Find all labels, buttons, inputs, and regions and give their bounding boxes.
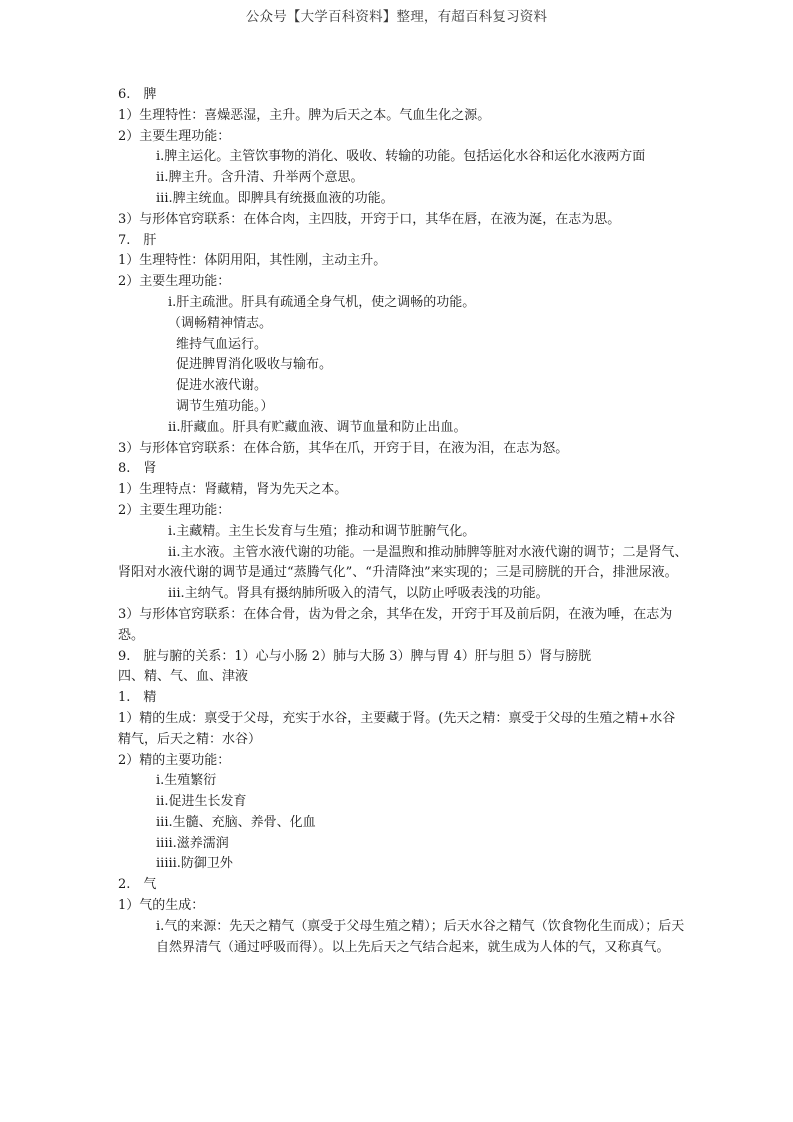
spleen-body-connections: 3）与形体官窍联系：在体合肉，主四肢，开窍于口，其华在唇，在液为涎，在志为思。 [118,211,621,227]
liver-functions-heading: 2）主要生理功能： [118,274,231,290]
page-header: 公众号【大学百科资料】整理，有超百科复习资料 [245,9,548,25]
spleen-physiological-traits: 1）生理特性：喜燥恶湿，主升。脾为后天之本。气血生化之源。 [118,107,491,123]
liver-sub-item: 调节生殖功能。） [176,398,274,414]
essence-function-item: iii.生髓、充脑、养骨、化血 [156,814,316,830]
essence-function-item: iiii.滋养濡润 [156,835,229,851]
chapter-heading: 四、精、气、血、津液 [118,669,249,685]
section-heading-qi: 2. 气 [118,877,157,893]
section-heading-essence: 1. 精 [118,690,157,706]
essence-functions-heading: 2）精的主要功能： [118,752,231,768]
kidney-function-item: iii.主纳气。肾具有摄纳肺所吸入的清气，以防止呼吸表浅的功能。 [168,586,549,602]
zang-fu-relationship: 9. 脏与腑的关系：1）心与小肠 2）肺与大肠 3）脾与胃 4）肝与胆 5）肾与膀胱 [118,648,592,664]
kidney-function-item: i.主藏精。主生长发育与生殖；推动和调节脏腑气化。 [168,523,476,539]
liver-body-connections: 3）与形体官窍联系：在体合筋，其华在爪，开窍于目，在液为泪，在志为怒。 [118,440,569,456]
liver-sub-item: 维持气血运行。 [176,336,268,352]
qi-source-item: i.气的来源：先天之精气（禀受于父母生殖之精）；后天水谷之精气（饮食物化生而成）；后天自然界清气（通过呼吸而得）。以上先后天之气结合起来，就生成为人体的气，又称真气。 [156,918,685,955]
kidney-functions-heading: 2）主要生理功能： [118,502,231,518]
qi-generation-heading: 1）气的生成： [118,898,205,914]
essence-function-item: i.生殖繁衍 [156,773,217,789]
essence-generation: 1）精的生成：禀受于父母，充实于水谷，主要藏于肾。(先天之精：禀受于父母的生殖之精+水谷精气，后天之精：水谷） [118,710,676,747]
liver-physiological-traits: 1）生理特性：体阴用阳，其性刚，主动主升。 [118,253,387,269]
liver-sub-item: 促进水液代谢。 [176,378,268,394]
section-heading-liver: 7. 肝 [118,232,157,248]
spleen-function-item: iii.脾主统血。即脾具有统摄血液的功能。 [156,190,394,206]
liver-function-item: i.肝主疏泄。肝具有疏通全身气机，使之调畅的功能。 [168,294,476,310]
section-heading-kidney: 8. 肾 [118,461,157,477]
section-heading-spleen: 6. 脾 [118,87,157,102]
kidney-function-item: ii.主水液。主管水液代谢的功能。一是温煦和推动肺脾等脏对水液代谢的调节；二是肾气、肾阳对水液代谢的调节是通过“蒸腾气化”、“升清降浊”来实现的；三是司膀胱的开合，排泄尿液。 [118,544,688,581]
kidney-physiological-traits: 1）生理特点：肾藏精，肾为先天之本。 [118,482,348,498]
essence-function-item: iiiii.防御卫外 [156,856,233,872]
liver-sub-item: （调畅精神情志。 [168,315,273,331]
liver-sub-item: 促进脾胃消化吸收与输布。 [176,357,333,373]
kidney-body-connections: 3）与形体官窍联系：在体合骨，齿为骨之余，其华在发，开窍于耳及前后阴，在液为唾，在志为恐。 [118,606,673,643]
spleen-functions-heading: 2）主要生理功能： [118,128,231,144]
essence-function-item: ii.促进生长发育 [156,794,247,810]
document-body [118,85,688,958]
liver-function-item: ii.肝藏血。肝具有贮藏血液、调节血量和防止出血。 [168,419,467,435]
spleen-function-item: i.脾主运化。主管饮事物的消化、吸收、转输的功能。包括运化水谷和运化水液两方面 [156,149,646,165]
spleen-function-item: ii.脾主升。含升清、升举两个意思。 [156,170,364,186]
